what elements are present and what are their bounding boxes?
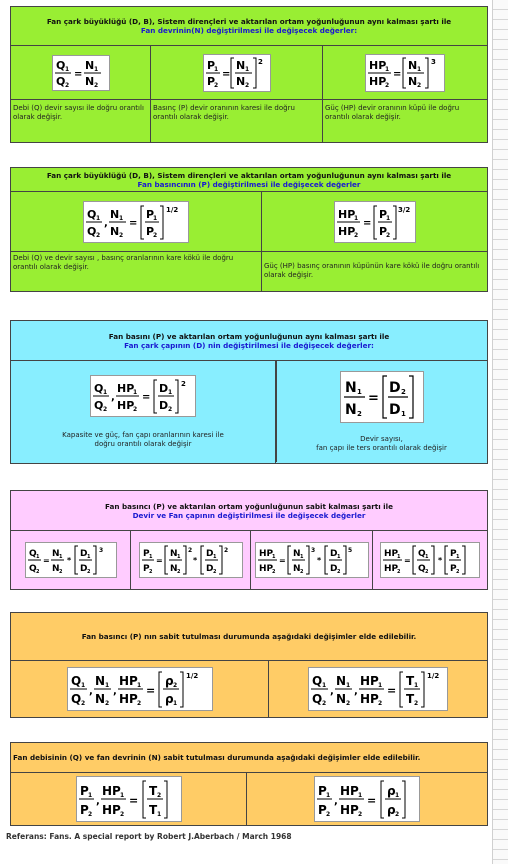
svg-text:2: 2: [299, 569, 303, 575]
svg-text:2: 2: [257, 57, 263, 66]
svg-text:1: 1: [385, 214, 390, 222]
diameter-note-left: [62, 431, 224, 449]
svg-text:,: ,: [334, 796, 338, 807]
svg-text:Q: Q: [55, 58, 65, 72]
svg-text:2: 2: [385, 231, 390, 239]
svg-text:2: 2: [456, 569, 460, 575]
desc-cell: [11, 252, 262, 291]
svg-text:2: 2: [385, 81, 390, 89]
svg-text:1: 1: [353, 214, 358, 222]
section-speed-and-diameter: [10, 490, 488, 590]
svg-text:1: 1: [133, 389, 138, 396]
svg-text:Q: Q: [70, 674, 81, 688]
formula-cell: [251, 531, 373, 589]
svg-text:1: 1: [417, 65, 422, 73]
svg-text:Q: Q: [94, 382, 104, 395]
svg-text:1: 1: [385, 65, 390, 73]
svg-text:=: =: [129, 217, 138, 229]
svg-text:P: P: [142, 564, 150, 574]
section-header: [11, 613, 487, 661]
svg-text:=: =: [221, 68, 230, 80]
svg-text:1: 1: [346, 682, 351, 689]
svg-text:2: 2: [119, 811, 124, 818]
svg-text:HP: HP: [101, 784, 121, 798]
svg-text:3/2: 3/2: [397, 205, 410, 214]
svg-text:D: D: [159, 399, 169, 412]
section-fan-diameter: [10, 320, 488, 464]
desc-text: Güç (HP) devir oranının küpü ile doğru orantılı olarak değişir.: [325, 104, 460, 121]
section-constant-pressure: [10, 612, 488, 718]
formula-cell: [11, 192, 262, 251]
svg-text:P: P: [79, 803, 89, 817]
desc-text: Debi (Q) ve devir sayısı , basınç oranlarının kare kökü ile doğru orantılı olarak değişir.: [13, 254, 234, 271]
svg-text:3: 3: [431, 57, 436, 66]
svg-text:2: 2: [400, 388, 406, 396]
svg-text:2: 2: [119, 231, 124, 239]
formula-qnhp-t: [308, 667, 448, 711]
svg-text:2: 2: [244, 81, 249, 89]
svg-text:2: 2: [181, 380, 186, 388]
svg-text:2: 2: [358, 811, 363, 818]
svg-text:1: 1: [425, 554, 429, 560]
note-line: Kapasite ve güç, fan çapı oranlarının karesi ile: [62, 431, 224, 439]
svg-text:1: 1: [358, 792, 363, 799]
svg-text:HP: HP: [369, 74, 387, 88]
svg-text:D: D: [329, 564, 337, 574]
svg-text:N: N: [84, 58, 94, 72]
svg-text:2: 2: [168, 406, 173, 413]
section-header: [11, 168, 487, 192]
header-line-2: Fan basıncının (P) değiştirilmesi ile değişecek değerler: [137, 179, 361, 189]
svg-text:,: ,: [111, 392, 115, 403]
header-line-1: Fan çark büyüklüğü (D, B), Sistem dirençleri ve aktarılan ortam yoğunluğunun aynı kalması şartı ile: [46, 17, 452, 26]
svg-text:=: =: [73, 68, 82, 80]
desc-cell: [262, 252, 487, 291]
svg-text:2: 2: [213, 81, 218, 89]
svg-text:1: 1: [64, 65, 69, 73]
svg-text:Q: Q: [312, 692, 323, 706]
svg-text:1: 1: [156, 811, 161, 818]
header-line-1: Fan basıncı (P) ve aktarılan ortam yoğunluğunun sabit kalması şartı ile: [105, 501, 393, 511]
desc-cell: [323, 100, 487, 142]
header-line-2: Devir ve Fan çapının değiştirilmesi ile değişecek değerler: [132, 510, 366, 520]
svg-text:2: 2: [133, 406, 138, 413]
svg-text:P: P: [79, 784, 89, 798]
svg-text:Q: Q: [55, 74, 65, 88]
svg-text:1: 1: [456, 554, 460, 560]
svg-text:3: 3: [98, 547, 103, 554]
svg-text:,: ,: [112, 686, 117, 697]
svg-text:=: =: [42, 556, 50, 565]
svg-text:2: 2: [148, 569, 152, 575]
svg-text:1: 1: [378, 682, 383, 689]
svg-text:N: N: [344, 380, 357, 396]
svg-text:Q: Q: [70, 692, 81, 706]
svg-text:HP: HP: [118, 692, 138, 706]
svg-text:P: P: [146, 224, 155, 238]
svg-text:*: *: [192, 556, 197, 565]
svg-text:2: 2: [395, 811, 400, 818]
svg-text:1/2: 1/2: [427, 672, 440, 680]
svg-text:2: 2: [322, 700, 327, 707]
section-constant-flow-speed: [10, 742, 488, 826]
svg-text:D: D: [79, 549, 87, 559]
svg-text:=: =: [404, 556, 411, 565]
svg-text:1: 1: [119, 214, 124, 222]
formula-cell: [11, 361, 276, 463]
svg-text:D: D: [388, 402, 401, 418]
formula-qn-p: [83, 201, 189, 243]
svg-text:P: P: [318, 803, 327, 817]
svg-text:N: N: [169, 564, 178, 574]
svg-text:P: P: [146, 207, 155, 221]
svg-text:1: 1: [212, 554, 216, 560]
header-line-1: Fan debisinin (Q) ve fan devrinin (N) sabit tutulması durumunda aşağıdaki değişimler elde edilebilir.: [13, 753, 421, 762]
svg-text:HP: HP: [369, 58, 387, 72]
svg-text:2: 2: [397, 569, 401, 575]
svg-text:D: D: [388, 380, 401, 396]
svg-text:HP: HP: [118, 674, 138, 688]
formula-qnhp-rho: [67, 667, 213, 711]
header-line-2: Fan çark çapının (D) nin değiştirilmesi ile değişecek değerler:: [124, 340, 374, 350]
svg-text:2: 2: [425, 569, 429, 575]
svg-text:=: =: [155, 556, 163, 565]
formula-n-d: [340, 371, 424, 423]
svg-text:1: 1: [271, 554, 275, 560]
svg-text:1: 1: [336, 554, 340, 560]
svg-text:2: 2: [172, 682, 177, 689]
svg-text:2: 2: [35, 569, 39, 575]
svg-text:N: N: [408, 74, 418, 88]
svg-text:N: N: [292, 549, 301, 559]
svg-text:1: 1: [400, 410, 406, 418]
svg-text:HP: HP: [117, 399, 135, 412]
svg-text:1/2: 1/2: [185, 672, 198, 680]
svg-text:2: 2: [96, 231, 101, 239]
svg-text:2: 2: [346, 700, 351, 707]
svg-text:N: N: [110, 224, 120, 238]
svg-text:2: 2: [103, 406, 108, 413]
svg-text:2: 2: [271, 569, 275, 575]
note-line: Devir sayısı,: [360, 435, 403, 443]
svg-text:2: 2: [93, 81, 98, 89]
svg-text:Q: Q: [94, 399, 104, 412]
svg-text:2: 2: [326, 811, 331, 818]
svg-text:=: =: [367, 391, 379, 406]
header-line-1: Fan çark büyüklüğü (D, B), Sistem dirençleri ve aktarılan ortam yoğunluğunun aynı kalması şartı ile: [46, 170, 452, 180]
svg-text:2: 2: [64, 81, 69, 89]
formula-cell: [269, 661, 487, 717]
svg-text:2: 2: [153, 231, 158, 239]
svg-text:1: 1: [168, 389, 173, 396]
formula-cell: [131, 531, 251, 589]
svg-text:N: N: [235, 58, 245, 72]
svg-text:2: 2: [212, 569, 216, 575]
header-line-1: Fan basıncı (P) nın sabit tutulması durumunda aşağıdaki değişimler elde edilebilir.: [81, 632, 417, 641]
svg-text:P: P: [318, 784, 327, 798]
note-line: doğru orantılı olarak değişir: [94, 440, 192, 448]
svg-text:P: P: [378, 207, 387, 221]
svg-text:N: N: [94, 692, 105, 706]
formula-php-rho: [314, 776, 420, 822]
svg-text:1: 1: [87, 792, 92, 799]
svg-text:N: N: [235, 74, 245, 88]
svg-text:Q: Q: [28, 564, 37, 574]
header-line-2: Fan devrinin(N) değiştirilmesi ile değişecek değerler:: [140, 26, 358, 35]
section-header: [11, 491, 487, 531]
svg-text:2: 2: [187, 547, 192, 554]
svg-text:P: P: [378, 224, 387, 238]
svg-text:N: N: [51, 549, 60, 559]
svg-text:1: 1: [356, 388, 362, 396]
svg-text:N: N: [94, 674, 105, 688]
svg-text:P: P: [142, 549, 150, 559]
divider-line: [276, 360, 277, 462]
section-header: [11, 7, 487, 46]
svg-text:2: 2: [353, 231, 358, 239]
desc-text: Basınç (P) devir oranının karesi ile doğru orantılı olarak değişir.: [153, 104, 295, 121]
svg-text:1: 1: [322, 682, 327, 689]
svg-text:T: T: [406, 674, 415, 688]
svg-text:ρ: ρ: [164, 692, 174, 706]
svg-text:ρ: ρ: [387, 784, 396, 798]
formula-php-t: [76, 776, 182, 822]
desc-text: Güç (HP) basınç oranının küpünün kare kökü ile doğru orantılı olarak değişir.: [264, 262, 480, 279]
svg-text:1: 1: [58, 554, 62, 560]
svg-text:2: 2: [80, 700, 85, 707]
formula-p-n: [203, 54, 271, 92]
svg-text:HP: HP: [258, 564, 273, 574]
svg-text:T: T: [148, 784, 157, 798]
svg-text:*: *: [66, 556, 71, 565]
svg-text:Q: Q: [418, 549, 426, 559]
svg-text:HP: HP: [337, 207, 355, 221]
svg-text:Q: Q: [418, 564, 426, 574]
svg-text:1: 1: [104, 682, 109, 689]
svg-text:HP: HP: [360, 692, 379, 706]
diameter-note-right: [316, 435, 447, 453]
svg-text:N: N: [110, 207, 120, 221]
svg-text:2: 2: [58, 569, 62, 575]
svg-text:1: 1: [148, 554, 152, 560]
svg-text:,: ,: [330, 686, 334, 697]
svg-text:HP: HP: [384, 564, 399, 574]
svg-text:1: 1: [326, 792, 331, 799]
svg-text:*: *: [316, 556, 321, 565]
svg-text:N: N: [169, 549, 178, 559]
svg-text:2: 2: [176, 569, 180, 575]
svg-text:N: N: [292, 564, 301, 574]
formula-hp-p: [334, 201, 416, 243]
svg-text:*: *: [438, 556, 443, 565]
svg-text:5: 5: [347, 547, 352, 554]
svg-text:1: 1: [172, 700, 177, 707]
formula-cell: [262, 192, 487, 251]
note-line: fan çapı ile ters orantılı olarak değişir: [316, 444, 447, 452]
svg-text:2: 2: [417, 81, 422, 89]
svg-text:Q: Q: [87, 224, 97, 238]
svg-text:,: ,: [354, 686, 358, 697]
svg-text:1: 1: [414, 682, 419, 689]
svg-text:HP: HP: [384, 549, 399, 559]
svg-text:HP: HP: [360, 674, 379, 688]
svg-text:HP: HP: [337, 224, 355, 238]
svg-text:=: =: [367, 794, 377, 807]
svg-text:1: 1: [395, 792, 400, 799]
svg-text:P: P: [450, 549, 457, 559]
svg-text:3: 3: [310, 547, 315, 554]
svg-text:2: 2: [136, 700, 141, 707]
section-fan-speed: [10, 6, 488, 143]
svg-text:2: 2: [336, 569, 340, 575]
spreadsheet-grid-column: [492, 0, 508, 864]
desc-cell: [11, 100, 151, 142]
section-header: [11, 743, 487, 773]
svg-text:2: 2: [156, 792, 161, 799]
svg-text:2: 2: [378, 700, 383, 707]
svg-text:Q: Q: [87, 207, 97, 221]
formula-q-n: [52, 55, 110, 91]
svg-text:,: ,: [88, 686, 93, 697]
svg-text:HP: HP: [117, 382, 135, 395]
formula-cell: [11, 773, 247, 825]
formula-cell: [151, 46, 323, 99]
section-fan-pressure: [10, 167, 488, 292]
svg-text:,: ,: [95, 796, 100, 807]
svg-text:1: 1: [397, 554, 401, 560]
desc-text: Debi (Q) devir sayısı ile doğru orantılı olarak değişir.: [13, 104, 144, 121]
formula-q-nd: [25, 542, 117, 578]
svg-text:=: =: [278, 556, 286, 565]
formula-cell: [373, 531, 487, 589]
svg-text:1: 1: [103, 389, 108, 396]
svg-text:1: 1: [96, 214, 101, 222]
svg-text:1: 1: [213, 65, 218, 73]
svg-text:HP: HP: [258, 549, 273, 559]
svg-text:=: =: [387, 684, 397, 697]
svg-text:D: D: [205, 564, 213, 574]
svg-text:D: D: [159, 382, 169, 395]
svg-text:HP: HP: [340, 784, 359, 798]
formula-cell: [323, 46, 487, 99]
svg-text:Q: Q: [28, 549, 37, 559]
formula-cell: [276, 361, 487, 463]
section-header: [11, 321, 487, 361]
svg-text:=: =: [362, 217, 371, 229]
formula-cell: [11, 661, 269, 717]
formula-hp-nd: [255, 542, 369, 578]
header-line-1: Fan basını (P) ve aktarılan ortam yoğunluğunun aynı kalması şartı ile: [108, 331, 390, 341]
reference-text: Referans: Fans. A special report by Robert J.Aberbach / March 1968: [6, 832, 292, 841]
svg-text:D: D: [329, 549, 337, 559]
svg-text:Q: Q: [312, 674, 323, 688]
svg-text:2: 2: [104, 700, 109, 707]
svg-text:P: P: [450, 564, 457, 574]
svg-text:2: 2: [86, 569, 90, 575]
svg-text:2: 2: [223, 547, 228, 554]
svg-text:2: 2: [414, 700, 419, 707]
svg-text:1: 1: [299, 554, 303, 560]
svg-text:N: N: [336, 674, 347, 688]
formula-cell: [247, 773, 487, 825]
svg-text:D: D: [79, 564, 87, 574]
svg-text:T: T: [406, 692, 415, 706]
svg-text:1: 1: [244, 65, 249, 73]
svg-text:2: 2: [356, 410, 362, 418]
formula-hp-qp: [380, 542, 480, 578]
svg-text:P: P: [206, 58, 215, 72]
desc-cell: [151, 100, 323, 142]
svg-text:1: 1: [136, 682, 141, 689]
svg-text:N: N: [336, 692, 347, 706]
svg-text:=: =: [393, 68, 402, 80]
svg-text:ρ: ρ: [164, 674, 174, 688]
formula-cell: [11, 531, 131, 589]
svg-text:=: =: [142, 392, 151, 403]
svg-text:=: =: [128, 794, 138, 807]
svg-text:=: =: [145, 684, 155, 697]
svg-text:1: 1: [93, 65, 98, 73]
svg-text:1: 1: [119, 792, 124, 799]
svg-text:T: T: [148, 803, 157, 817]
formula-hp-n: [365, 54, 445, 92]
svg-text:1: 1: [86, 554, 90, 560]
svg-text:N: N: [408, 58, 418, 72]
svg-text:1/2: 1/2: [166, 205, 179, 214]
svg-text:,: ,: [104, 217, 108, 229]
svg-text:HP: HP: [101, 803, 121, 817]
svg-text:N: N: [84, 74, 94, 88]
svg-text:N: N: [51, 564, 60, 574]
svg-text:1: 1: [35, 554, 39, 560]
svg-text:1: 1: [153, 214, 158, 222]
svg-text:2: 2: [87, 811, 92, 818]
svg-text:1: 1: [176, 554, 180, 560]
svg-text:N: N: [344, 402, 357, 418]
svg-text:ρ: ρ: [387, 803, 396, 817]
svg-text:P: P: [206, 74, 215, 88]
formula-qhp-d: [90, 375, 196, 417]
svg-text:HP: HP: [340, 803, 359, 817]
formula-p-nd: [139, 542, 243, 578]
formula-cell: [11, 46, 151, 99]
svg-text:1: 1: [80, 682, 85, 689]
svg-text:D: D: [205, 549, 213, 559]
